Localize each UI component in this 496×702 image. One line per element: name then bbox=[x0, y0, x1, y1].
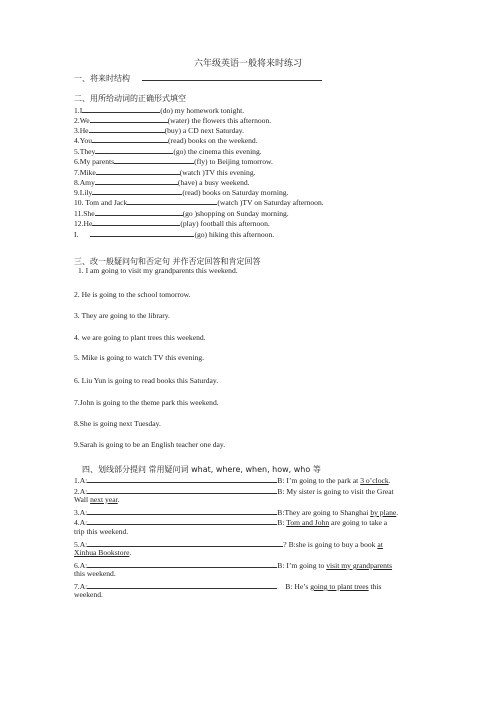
question-blank[interactable] bbox=[87, 580, 277, 589]
section2-heading: 二、用所给动词的正确形式填空 bbox=[74, 94, 186, 103]
fill-item-1: 1.I (do) my homework tonight. bbox=[74, 106, 245, 115]
question-item-4-cont: trip this weekend. bbox=[74, 527, 129, 536]
question-blank[interactable] bbox=[87, 485, 277, 494]
answer-blank[interactable] bbox=[90, 114, 168, 123]
answer-blank[interactable] bbox=[92, 134, 168, 143]
rewrite-item-3: 3. They are going to the library. bbox=[74, 311, 170, 320]
question-item-3: 3.A: B:They are going to Shanghai by plane. bbox=[74, 508, 399, 517]
fill-item-4: 4.You (read) books on the weekend. bbox=[74, 136, 258, 145]
answer-blank[interactable] bbox=[90, 228, 194, 237]
rewrite-item-4: 4. we are going to plant trees this weekend. bbox=[74, 333, 206, 342]
question-item-2: 2.A: B: My sister is going to visit the Great bbox=[74, 487, 394, 496]
section4-heading: 四、划线部分提问 常用疑问词 what, where, when, how, who 等 bbox=[82, 465, 321, 474]
rewrite-item-9: 9.Sarah is going to be an English teacher one day. bbox=[74, 440, 226, 449]
fill-item-6: 6.My parents (fly) to Beijing tomorrow. bbox=[74, 157, 273, 166]
section3-heading: 三、改一般疑问句和否定句 并作否定回答和肯定回答 bbox=[74, 257, 261, 266]
page-title: 六年级英语一般将来时练习 bbox=[193, 59, 302, 69]
fill-item-12: 12.He (play) football this afternoon. bbox=[74, 219, 270, 228]
question-item-6-cont: this weekend. bbox=[74, 569, 116, 578]
question-item-4: 4.A: B: Tom and John are going to take a bbox=[74, 518, 388, 527]
question-item-5-cont: Xinhua Bookstore. bbox=[74, 548, 132, 557]
answer-blank[interactable] bbox=[89, 124, 165, 133]
section1-heading bbox=[74, 72, 322, 84]
rewrite-item-6: 6. Liu Yun is going to read books this Saturday. bbox=[74, 376, 219, 385]
answer-blank[interactable] bbox=[95, 176, 178, 185]
question-item-2-cont: Wall next year. bbox=[74, 495, 120, 504]
answer-blank[interactable] bbox=[96, 166, 180, 175]
answer-blank[interactable] bbox=[127, 196, 217, 205]
fill-item-7: 7.Mike (watch )TV this evening. bbox=[74, 168, 256, 177]
fill-item-11: 11.She (go )shopping on Sunday morning. bbox=[74, 209, 289, 218]
question-blank[interactable] bbox=[87, 538, 283, 547]
question-blank[interactable] bbox=[87, 516, 277, 525]
question-item-7-cont: weekend. bbox=[74, 590, 103, 599]
rewrite-item-2: 2. He is going to the school tomorrow. bbox=[74, 290, 191, 299]
fill-item-5: 5.They (go) the cinema this evening. bbox=[74, 147, 262, 156]
answer-blank[interactable] bbox=[95, 145, 173, 154]
fill-item-2: 2.We (water) the flowers this afternoon. bbox=[74, 116, 272, 125]
question-item-7: 7.A: B: He’s going to plant trees this bbox=[74, 582, 382, 591]
question-item-5: 5.A: ? B:she is going to buy a book at bbox=[74, 540, 383, 549]
rewrite-item-5: 5. Mike is going to watch TV this evening. bbox=[74, 353, 205, 362]
rewrite-item-8: 8.She is going next Tuesday. bbox=[74, 419, 161, 428]
fill-item-10: 10. Tom and Jack (watch )TV on Saturday afternoon. bbox=[74, 198, 324, 207]
fill-item-13: I. (go) hiking this afternoon. bbox=[74, 230, 275, 239]
fill-item-8: 8.Amy (have) a busy weekend. bbox=[74, 178, 250, 187]
question-blank[interactable] bbox=[87, 506, 277, 515]
section1-heading-text: 一、将来时结构 bbox=[74, 74, 130, 83]
answer-blank[interactable] bbox=[92, 217, 180, 226]
answer-blank[interactable] bbox=[82, 104, 160, 113]
answer-blank[interactable] bbox=[92, 186, 182, 195]
answer-blank[interactable] bbox=[95, 207, 183, 216]
fill-item-3: 3.He (buy) a CD next Saturday. bbox=[74, 126, 244, 135]
answer-blank[interactable] bbox=[114, 155, 194, 164]
structure-blank[interactable] bbox=[142, 72, 322, 81]
question-item-6: 6.A: B: I’m going to visit my grandparents bbox=[74, 561, 393, 570]
rewrite-item-1: 1. I am going to visit my grandparents this weekend. bbox=[78, 266, 238, 275]
fill-item-9: 9.Lily (read) books on Saturday morning. bbox=[74, 188, 289, 197]
question-blank[interactable] bbox=[87, 559, 277, 568]
question-item-1: 1.A: B: I’m going to the park at 3 o’clock. bbox=[74, 476, 391, 485]
rewrite-item-7: 7.John is going to the theme park this weekend. bbox=[74, 398, 219, 407]
question-blank[interactable] bbox=[87, 474, 277, 483]
